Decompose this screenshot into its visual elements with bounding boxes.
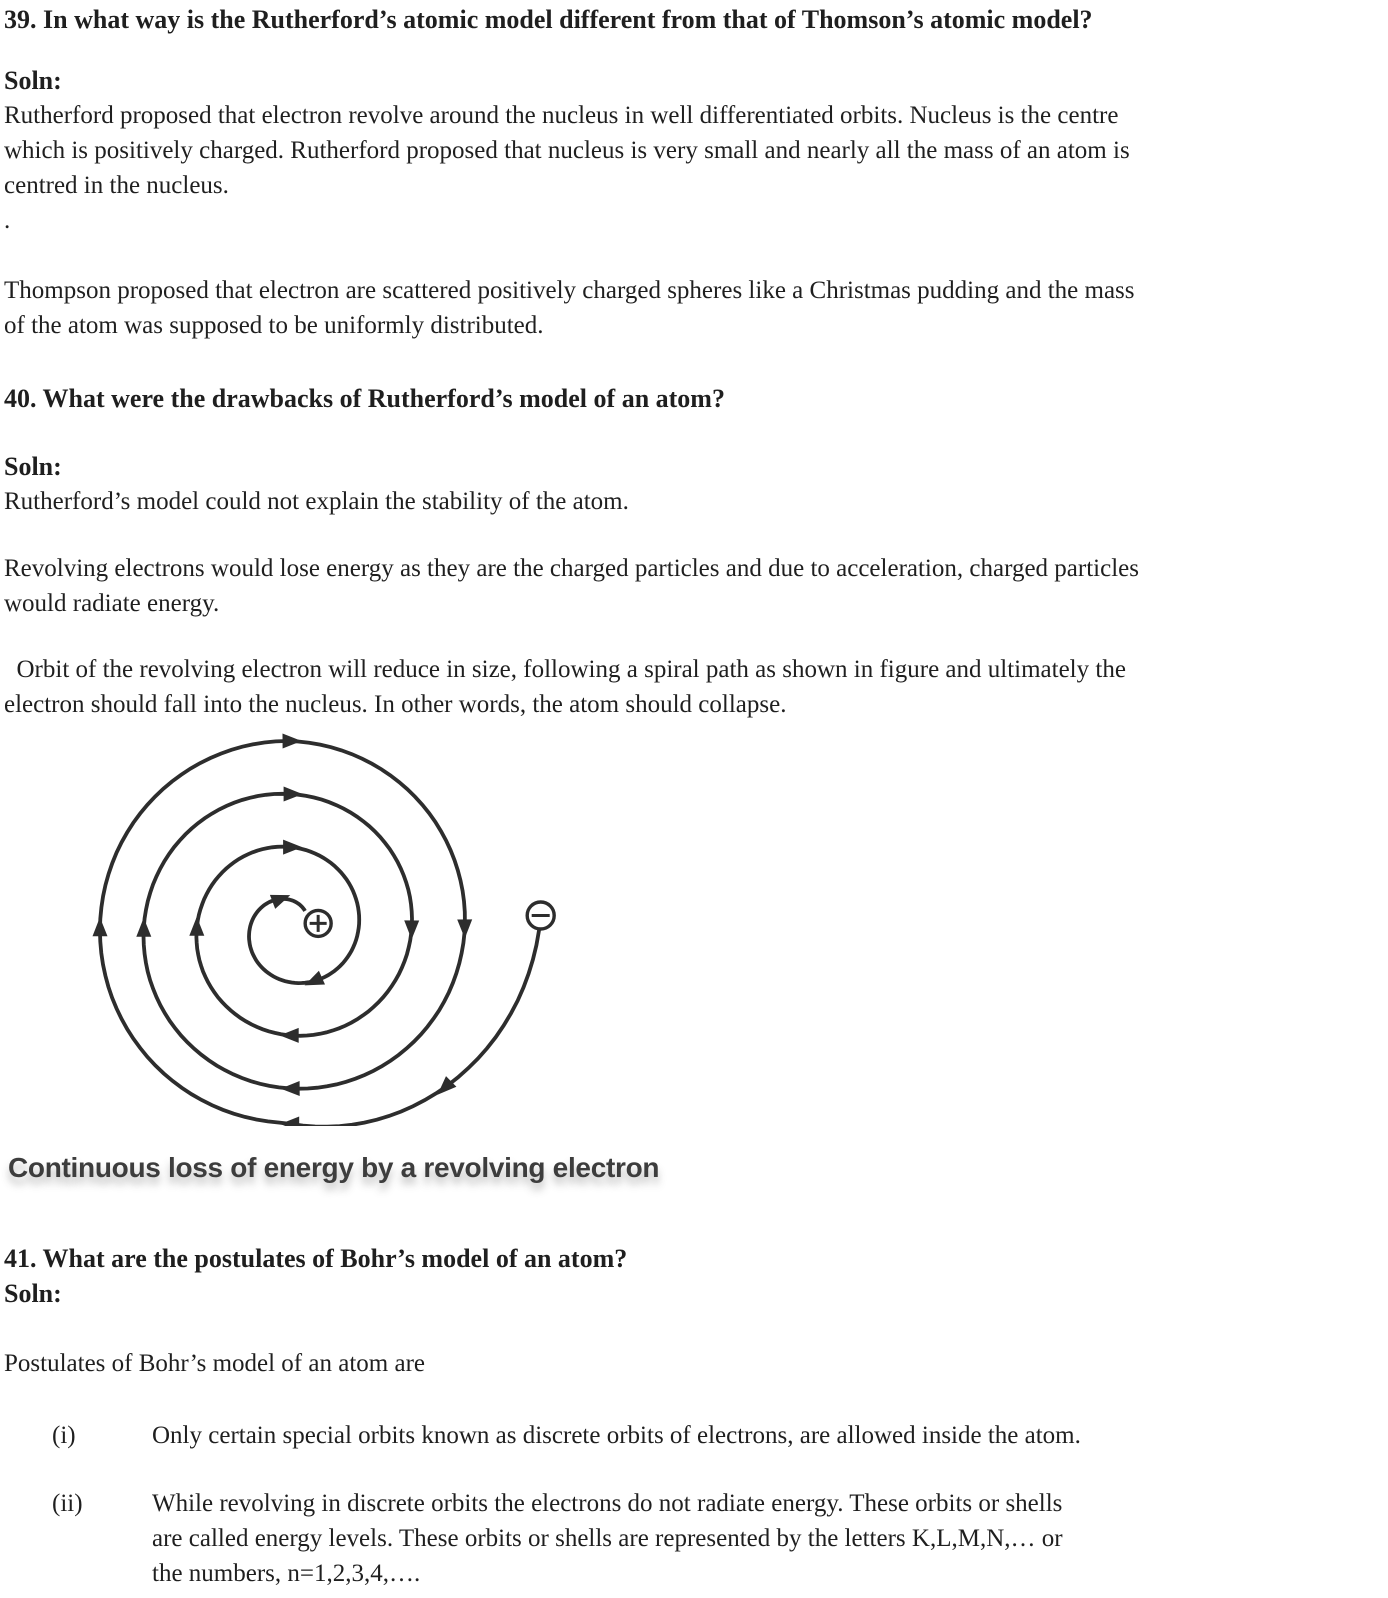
figure-continuous-energy-loss <box>46 726 1380 1126</box>
arrowhead-icon <box>283 840 302 855</box>
stray-period: . <box>4 207 11 234</box>
list-item-text <box>152 1486 1380 1591</box>
arrowhead-icon <box>93 917 108 936</box>
paragraph-line: electron should fall into the nucleus. In other words, the atom should collapse. <box>4 691 787 718</box>
list-item-label: (i) <box>52 1422 76 1449</box>
paragraph-line: centred in the nucleus. <box>4 172 229 199</box>
paragraph-line: While revolving in discrete orbits the electrons do not radiate energy. These orbits or shells <box>152 1490 1063 1517</box>
paragraph-line: would radiate energy. <box>4 590 220 617</box>
paragraph-stability: Rutherford’s model could not explain the stability of the atom. <box>4 488 629 515</box>
paragraph-revolving <box>4 551 1380 621</box>
paragraph-line: Orbit of the revolving electron will reduce in size, following a spiral path as shown in figure and ultimately the <box>4 656 1126 683</box>
postulates-intro: Postulates of Bohr’s model of an atom are <box>4 1350 425 1377</box>
paragraph-line: which is positively charged. Rutherford proposed that nucleus is very small and nearly all the mass of an atom is <box>4 137 1130 164</box>
arrowhead-icon <box>281 1081 300 1096</box>
question-40-heading: 40. What were the drawbacks of Rutherford’s model of an atom? <box>4 384 725 413</box>
paragraph-line: the numbers, n=1,2,3,4,…. <box>152 1560 421 1587</box>
arrowhead-icon <box>136 918 151 937</box>
arrowhead-icon <box>284 787 303 802</box>
question-39-heading: 39. In what way is the Rutherford’s atomic model different from that of Thomson’s atomic model? <box>4 5 1093 34</box>
list-item-label: (ii) <box>52 1490 83 1517</box>
arrowhead-icon <box>283 734 302 749</box>
arrowhead-icon <box>270 895 290 909</box>
paragraph-line: are called energy levels. These orbits or shells are represented by the letters K,L,M,N,… or <box>152 1525 1063 1552</box>
arrowhead-icon <box>457 919 472 938</box>
paragraph-line: Revolving electrons would lose energy as they are the charged particles and due to acceleration, charged particles <box>4 555 1139 582</box>
list-item-ii <box>4 1486 1380 1591</box>
soln-label-39: Soln: <box>4 66 62 95</box>
list-item-text <box>152 1418 1380 1453</box>
paragraph-rutherford <box>4 98 1380 203</box>
nucleus-plus-icon <box>305 910 331 936</box>
soln-label-40: Soln: <box>4 452 62 481</box>
paragraph-line: Only certain special orbits known as discrete orbits of electrons, are allowed inside the atom. <box>152 1422 1081 1449</box>
arrowhead-icon <box>305 971 325 986</box>
soln-label-41: Soln: <box>4 1279 62 1308</box>
paragraph-orbit <box>4 652 1380 722</box>
arrowhead-icon <box>189 917 204 936</box>
question-41-heading: 41. What are the postulates of Bohr’s model of an atom? <box>4 1244 628 1273</box>
list-item-i <box>4 1418 1380 1453</box>
paragraph-line: of the atom was supposed to be uniformly distributed. <box>4 312 544 339</box>
spiral-figure-svg <box>46 726 606 1126</box>
paragraph-line: Rutherford proposed that electron revolve around the nucleus in well differentiated orbits. Nucleus is the centre <box>4 102 1119 129</box>
document-page <box>4 2 1380 1591</box>
paragraph-line: Thompson proposed that electron are scattered positively charged spheres like a Christmas pudding and the mass <box>4 277 1135 304</box>
arrowhead-icon <box>280 1028 299 1043</box>
electron-minus-icon <box>527 902 554 929</box>
arrowhead-icon <box>404 920 419 939</box>
figure-caption: Continuous loss of energy by a revolving electron <box>8 1152 660 1183</box>
paragraph-thompson <box>4 273 1380 343</box>
